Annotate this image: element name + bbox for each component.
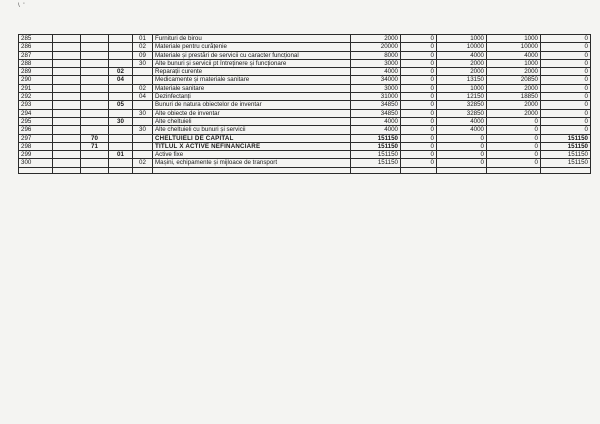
amount-cell-1: 3000: [351, 59, 401, 67]
amount-cell-5: 0: [541, 84, 591, 92]
row-number-cell: 296: [19, 126, 53, 134]
paragraph-code-cell: 04: [133, 93, 153, 101]
amount-cell-3: 1000: [437, 84, 487, 92]
row-number-cell: 299: [19, 151, 53, 159]
amount-cell-1: 34000: [351, 76, 401, 84]
description-cell: Alte bunuri și servicii pt întreținere și funcționare: [153, 59, 351, 67]
amount-cell-4: 2000: [487, 109, 541, 117]
paragraph-code-cell: 30: [133, 109, 153, 117]
amount-cell-4: 1000: [487, 35, 541, 43]
table-row: [19, 159, 591, 167]
paragraph-code-cell: 02: [133, 84, 153, 92]
title-code-cell: [53, 142, 81, 150]
amount-cell-4: 0: [487, 117, 541, 125]
row-number-cell: 293: [19, 101, 53, 109]
chapter-code-cell: 70: [81, 134, 109, 142]
amount-cell-2: 0: [401, 59, 437, 67]
table-row: [19, 35, 591, 43]
description-cell: Materiale sanitare: [153, 84, 351, 92]
paragraph-code-cell: 30: [133, 59, 153, 67]
row-number-cell: 291: [19, 84, 53, 92]
amount-cell-3: 32850: [437, 101, 487, 109]
amount-cell-2: 0: [401, 76, 437, 84]
amount-cell-2: 0: [401, 142, 437, 150]
description-cell: [153, 167, 351, 173]
amount-cell-2: 0: [401, 51, 437, 59]
paragraph-code-cell: 02: [133, 43, 153, 51]
paragraph-code-cell: [133, 142, 153, 150]
row-number-cell: 298: [19, 142, 53, 150]
amount-cell-2: 0: [401, 126, 437, 134]
row-number-cell: 286: [19, 43, 53, 51]
description-cell: Mașini, echipamente și mijloace de transport: [153, 159, 351, 167]
amount-cell-3: 12150: [437, 93, 487, 101]
amount-cell-3: 4000: [437, 51, 487, 59]
description-cell: Medicamente și materiale sanitare: [153, 76, 351, 84]
amount-cell-1: 31000: [351, 93, 401, 101]
chapter-code-cell: [81, 167, 109, 173]
chapter-code-cell: [81, 93, 109, 101]
amount-cell-2: 0: [401, 35, 437, 43]
title-code-cell: [53, 93, 81, 101]
paragraph-code-cell: [133, 68, 153, 76]
amount-cell-2: 0: [401, 93, 437, 101]
article-code-cell: [109, 126, 133, 134]
amount-cell-2: 0: [401, 117, 437, 125]
amount-cell-5: 0: [541, 93, 591, 101]
amount-cell-4: 2000: [487, 101, 541, 109]
row-number-cell: 287: [19, 51, 53, 59]
row-number-cell: 292: [19, 93, 53, 101]
amount-cell-1: 8000: [351, 51, 401, 59]
amount-cell-3: 4000: [437, 126, 487, 134]
table-row: [19, 117, 591, 125]
amount-cell-4: 1000: [487, 59, 541, 67]
amount-cell-2: [401, 167, 437, 173]
amount-cell-5: 151150: [541, 151, 591, 159]
amount-cell-4: [487, 167, 541, 173]
description-cell: Active fixe: [153, 151, 351, 159]
amount-cell-3: 1000: [437, 35, 487, 43]
article-code-cell: [109, 142, 133, 150]
chapter-code-cell: [81, 109, 109, 117]
title-code-cell: [53, 151, 81, 159]
chapter-code-cell: [81, 76, 109, 84]
chapter-code-cell: [81, 159, 109, 167]
article-code-cell: 04: [109, 76, 133, 84]
amount-cell-1: 4000: [351, 68, 401, 76]
description-cell: CHELTUIELI DE CAPITAL: [153, 134, 351, 142]
title-code-cell: [53, 35, 81, 43]
description-cell: Reparații curente: [153, 68, 351, 76]
chapter-code-cell: [81, 151, 109, 159]
paragraph-code-cell: [133, 134, 153, 142]
paragraph-code-cell: [133, 117, 153, 125]
amount-cell-4: 2000: [487, 84, 541, 92]
amount-cell-3: 0: [437, 134, 487, 142]
amount-cell-3: 10000: [437, 43, 487, 51]
row-number-cell: 294: [19, 109, 53, 117]
amount-cell-1: 4000: [351, 117, 401, 125]
title-code-cell: [53, 68, 81, 76]
amount-cell-5: 0: [541, 101, 591, 109]
amount-cell-5: 0: [541, 117, 591, 125]
title-code-cell: [53, 134, 81, 142]
article-code-cell: [109, 134, 133, 142]
amount-cell-3: 2000: [437, 68, 487, 76]
amount-cell-2: 0: [401, 43, 437, 51]
title-code-cell: [53, 101, 81, 109]
table-row: [19, 134, 591, 142]
paragraph-code-cell: [133, 167, 153, 173]
article-code-cell: [109, 167, 133, 173]
table-row: [19, 84, 591, 92]
chapter-code-cell: [81, 59, 109, 67]
amount-cell-2: 0: [401, 151, 437, 159]
amount-cell-4: 0: [487, 126, 541, 134]
chapter-code-cell: [81, 126, 109, 134]
amount-cell-3: 13150: [437, 76, 487, 84]
amount-cell-2: 0: [401, 101, 437, 109]
table-row: [19, 109, 591, 117]
article-code-cell: [109, 93, 133, 101]
title-code-cell: [53, 117, 81, 125]
amount-cell-4: 10000: [487, 43, 541, 51]
table-row: [19, 151, 591, 159]
amount-cell-5: 0: [541, 68, 591, 76]
article-code-cell: [109, 109, 133, 117]
description-cell: Materiale pentru curățenie: [153, 43, 351, 51]
amount-cell-4: 0: [487, 159, 541, 167]
amount-cell-2: 0: [401, 109, 437, 117]
table-row: [19, 68, 591, 76]
row-number-cell: 288: [19, 59, 53, 67]
title-code-cell: [53, 167, 81, 173]
table-row: [19, 59, 591, 67]
chapter-code-cell: [81, 117, 109, 125]
table-row-blank: [19, 167, 591, 173]
amount-cell-2: 0: [401, 84, 437, 92]
amount-cell-5: 0: [541, 35, 591, 43]
table-row: [19, 43, 591, 51]
amount-cell-4: 4000: [487, 51, 541, 59]
description-cell: Alte cheltuieli: [153, 117, 351, 125]
amount-cell-5: 151150: [541, 142, 591, 150]
amount-cell-1: 4000: [351, 126, 401, 134]
row-number-cell: 297: [19, 134, 53, 142]
title-code-cell: [53, 159, 81, 167]
chapter-code-cell: [81, 84, 109, 92]
title-code-cell: [53, 126, 81, 134]
table-body: [19, 35, 591, 174]
description-cell: Dezinfectanți: [153, 93, 351, 101]
article-code-cell: 30: [109, 117, 133, 125]
paragraph-code-cell: 09: [133, 51, 153, 59]
article-code-cell: [109, 159, 133, 167]
paragraph-code-cell: 01: [133, 35, 153, 43]
amount-cell-2: 0: [401, 134, 437, 142]
amount-cell-5: 0: [541, 51, 591, 59]
article-code-cell: [109, 35, 133, 43]
row-number-cell: [19, 167, 53, 173]
article-code-cell: 01: [109, 151, 133, 159]
article-code-cell: [109, 51, 133, 59]
amount-cell-2: 0: [401, 159, 437, 167]
table-row: [19, 76, 591, 84]
amount-cell-5: 0: [541, 76, 591, 84]
article-code-cell: [109, 43, 133, 51]
paragraph-code-cell: [133, 151, 153, 159]
title-code-cell: [53, 76, 81, 84]
amount-cell-4: 0: [487, 151, 541, 159]
article-code-cell: 05: [109, 101, 133, 109]
amount-cell-1: 151150: [351, 151, 401, 159]
article-code-cell: 02: [109, 68, 133, 76]
budget-table-sheet: [18, 34, 590, 174]
amount-cell-4: 0: [487, 134, 541, 142]
chapter-code-cell: [81, 35, 109, 43]
amount-cell-5: [541, 167, 591, 173]
table-row: [19, 126, 591, 134]
description-cell: Bunuri de natura obiectelor de inventar: [153, 101, 351, 109]
title-code-cell: [53, 109, 81, 117]
amount-cell-5: 151150: [541, 159, 591, 167]
table-row: [19, 51, 591, 59]
amount-cell-1: [351, 167, 401, 173]
paragraph-code-cell: 30: [133, 126, 153, 134]
row-number-cell: 285: [19, 35, 53, 43]
row-number-cell: 290: [19, 76, 53, 84]
paragraph-code-cell: 02: [133, 159, 153, 167]
amount-cell-4: 0: [487, 142, 541, 150]
description-cell: TITLUL X ACTIVE NEFINANCIARE: [153, 142, 351, 150]
amount-cell-5: 151150: [541, 134, 591, 142]
row-number-cell: 289: [19, 68, 53, 76]
description-cell: Furnituri de birou: [153, 35, 351, 43]
amount-cell-2: 0: [401, 68, 437, 76]
amount-cell-5: 0: [541, 59, 591, 67]
description-cell: Alte cheltuieli cu bunuri și servicii: [153, 126, 351, 134]
amount-cell-5: 0: [541, 109, 591, 117]
row-number-cell: 295: [19, 117, 53, 125]
amount-cell-1: 3000: [351, 84, 401, 92]
title-code-cell: [53, 43, 81, 51]
paragraph-code-cell: [133, 76, 153, 84]
amount-cell-1: 151150: [351, 134, 401, 142]
article-code-cell: [109, 84, 133, 92]
table-row: [19, 101, 591, 109]
article-code-cell: [109, 59, 133, 67]
description-cell: Materiale și prestări de servicii cu caracter funcțional: [153, 51, 351, 59]
table-row: [19, 142, 591, 150]
amount-cell-3: 0: [437, 142, 487, 150]
chapter-code-cell: [81, 101, 109, 109]
amount-cell-3: 2000: [437, 59, 487, 67]
amount-cell-3: 32850: [437, 109, 487, 117]
budget-table: [18, 34, 591, 174]
chapter-code-cell: 71: [81, 142, 109, 150]
title-code-cell: [53, 51, 81, 59]
amount-cell-1: 151150: [351, 159, 401, 167]
scan-mark: \ ': [18, 3, 26, 9]
title-code-cell: [53, 59, 81, 67]
amount-cell-3: [437, 167, 487, 173]
title-code-cell: [53, 84, 81, 92]
amount-cell-1: 151150: [351, 142, 401, 150]
row-number-cell: 300: [19, 159, 53, 167]
amount-cell-1: 20000: [351, 43, 401, 51]
paragraph-code-cell: [133, 101, 153, 109]
chapter-code-cell: [81, 68, 109, 76]
amount-cell-5: 0: [541, 43, 591, 51]
amount-cell-4: 2000: [487, 68, 541, 76]
amount-cell-1: 34850: [351, 101, 401, 109]
amount-cell-1: 34850: [351, 109, 401, 117]
chapter-code-cell: [81, 51, 109, 59]
description-cell: Alte obiecte de inventar: [153, 109, 351, 117]
chapter-code-cell: [81, 43, 109, 51]
amount-cell-3: 4000: [437, 117, 487, 125]
table-row: [19, 93, 591, 101]
amount-cell-5: 0: [541, 126, 591, 134]
amount-cell-3: 0: [437, 151, 487, 159]
amount-cell-4: 18850: [487, 93, 541, 101]
amount-cell-1: 2000: [351, 35, 401, 43]
amount-cell-3: 0: [437, 159, 487, 167]
amount-cell-4: 20850: [487, 76, 541, 84]
